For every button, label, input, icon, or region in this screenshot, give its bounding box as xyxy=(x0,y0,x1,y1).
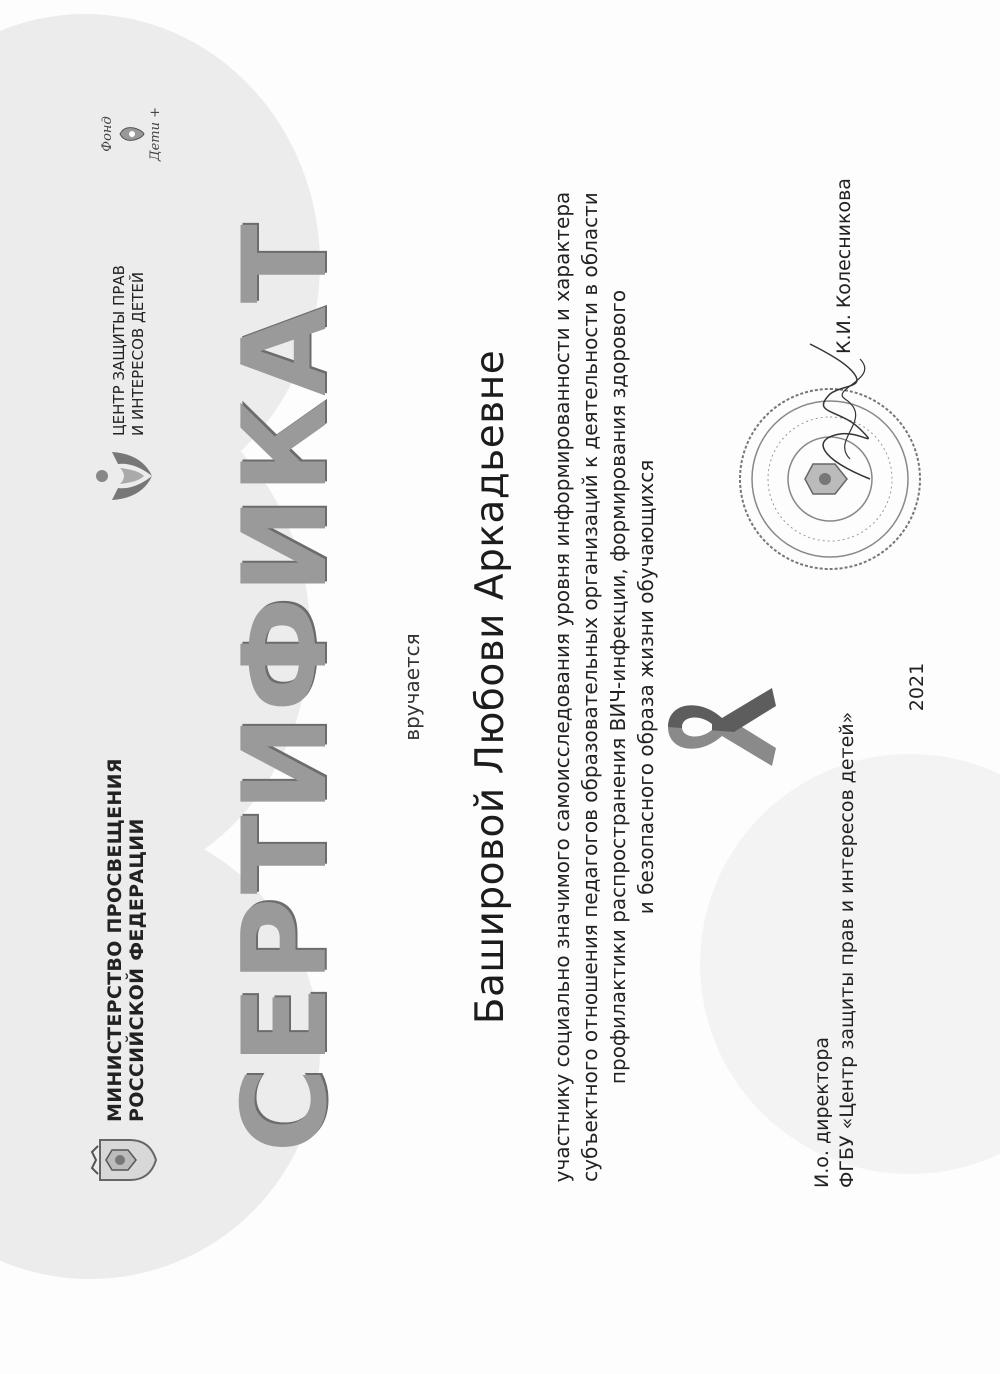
awareness-ribbon-icon xyxy=(660,672,780,782)
fund-logo xyxy=(100,104,170,164)
position-line2: ФГБУ «Центр защиты прав и интересов детей» xyxy=(836,711,858,1188)
center-leaf-logo-icon xyxy=(94,448,158,504)
handwritten-signature-icon xyxy=(790,339,900,489)
center-line2: И ИНТЕРЕСОВ ДЕТЕЙ xyxy=(129,271,147,436)
center-line1: ЦЕНТР ЗАЩИТЫ ПРАВ xyxy=(110,265,128,436)
recipient-name: Башировой Любови Аркадьевне xyxy=(468,349,513,1025)
fund-emblem-icon xyxy=(118,124,146,144)
center-name xyxy=(110,265,148,436)
description-line: субъектного отношения педагогов образовательных организаций к деятельности в области xyxy=(578,192,602,1182)
position-line1: И.о. директора xyxy=(811,1036,833,1188)
description xyxy=(548,187,660,1187)
signature-position xyxy=(810,712,860,1188)
coat-of-arms-icon xyxy=(90,1132,160,1188)
fund-bottom-text: Дети + xyxy=(148,107,163,161)
certificate-year: 2021 xyxy=(906,662,928,712)
description-line: и безопасного образа жизни обучающихся xyxy=(634,459,658,915)
fund-top-text: Фонд xyxy=(100,116,115,152)
signer-name: К.И. Колесникова xyxy=(833,178,855,354)
ministry-name xyxy=(104,758,148,1122)
description-line: участнику социально значимого самоисследования уровня информированности и характера xyxy=(550,191,574,1183)
description-line: профилактики распространения ВИЧ-инфекции, формирования здорового xyxy=(606,289,630,1085)
ministry-line1: МИНИСТЕРСТВО ПРОСВЕЩЕНИЯ xyxy=(104,758,126,1122)
awarded-text: вручается xyxy=(400,633,424,741)
certificate-title: СЕРТИФИКАТ xyxy=(218,221,353,1153)
ministry-line2: РОССИЙСКОЙ ФЕДЕРАЦИИ xyxy=(126,818,148,1122)
